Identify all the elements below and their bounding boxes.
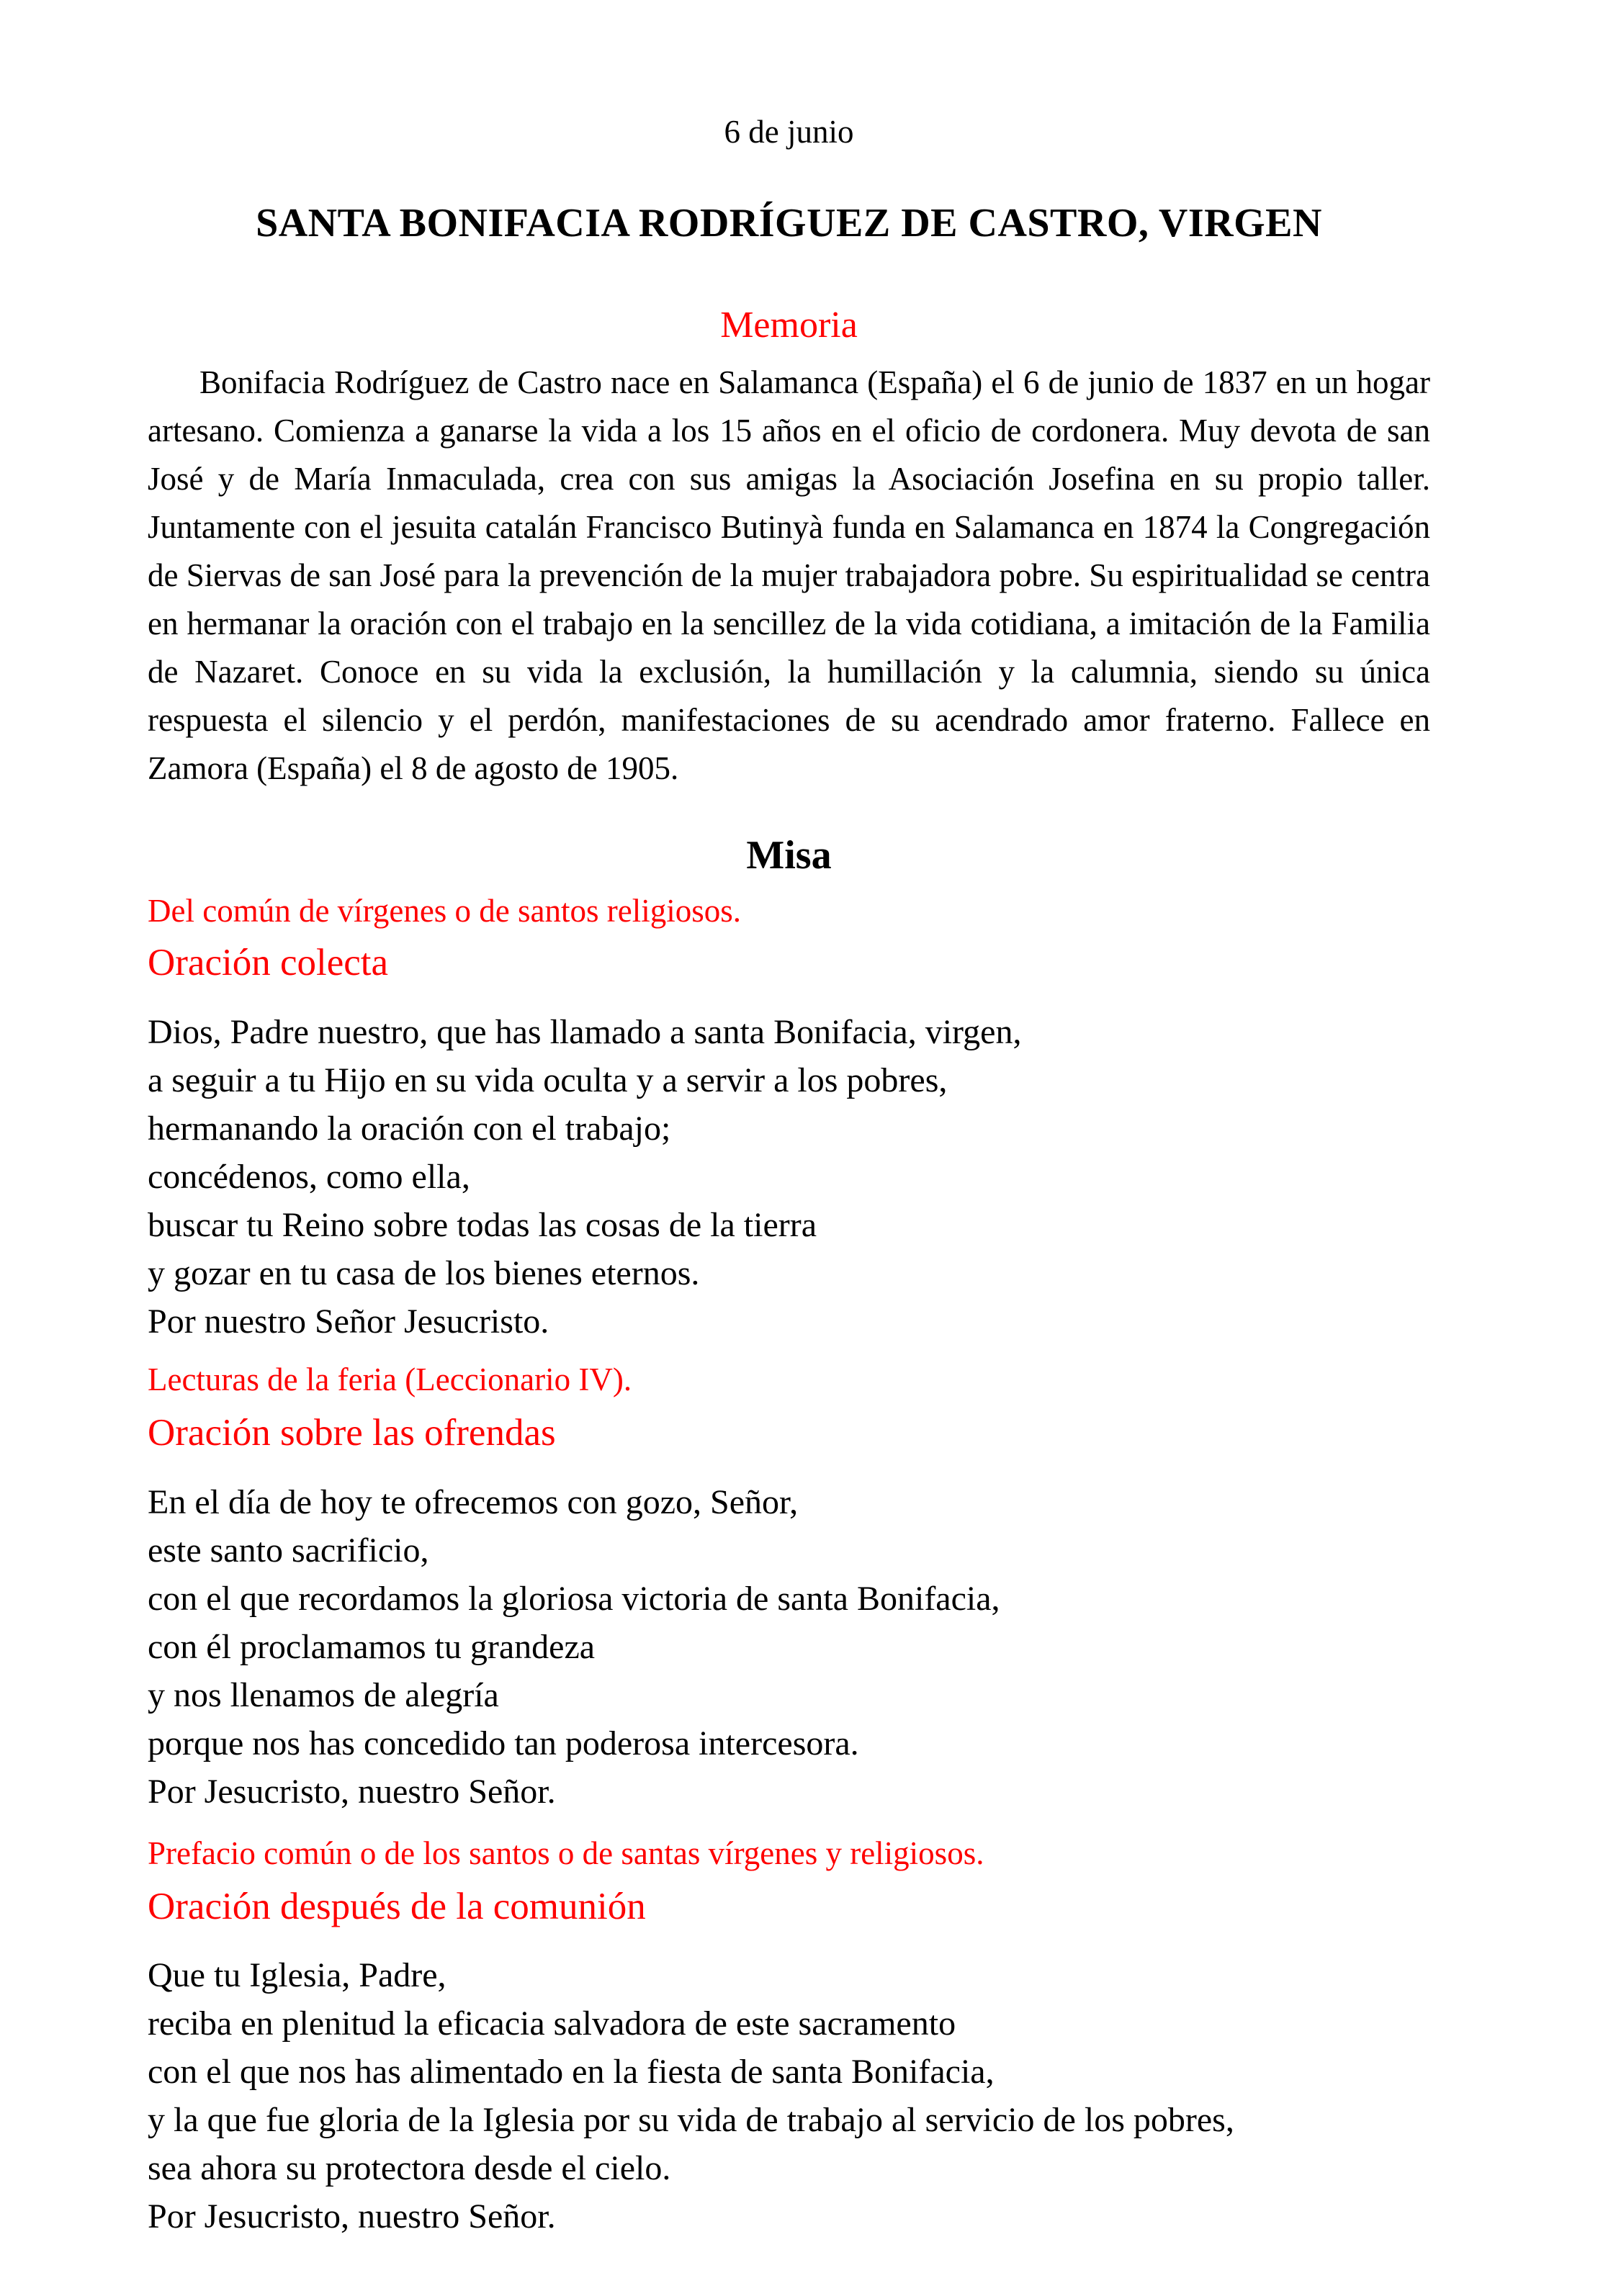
biography-paragraph: Bonifacia Rodríguez de Castro nace en Salamanca (España) el 6 de junio de 1837 en un hogar artesano. Comienza a ganarse la vida a los 15 años en el oficio de cordonera. Muy devota de san José y de María Inmaculada, crea con sus amigas la Asociación Josefina en su propio taller. Juntamente con el jesuita catalán Francisco Butinyà funda en Salamanca en 1874 la Congregación de Siervas de san José para la prevención de la mujer trabajadora pobre. Su espiritualidad se centra en hermanar la oración con el trabajo en la sencillez de la vida cotidiana, a imitación de la Familia de Nazaret. Conoce en su vida la exclusión, la humillación y la calumnia, siendo su única respuesta el silencio y el perdón, manifestaciones de su acendrado amor fraterno. Fallece en Zamora (España) el 8 de agosto de 1905. [148, 364, 1430, 786]
readings-rubric: Lecturas de la feria (Leccionario IV). [148, 1361, 632, 1397]
prayer-line: Por nuestro Señor Jesucristo. [148, 1302, 549, 1341]
collect-prayer [148, 1008, 1430, 1346]
mass-heading: Misa [746, 832, 832, 878]
prayer-line: sea ahora su protectora desde el cielo. [148, 2149, 671, 2188]
prayer-line: a seguir a tu Hijo en su vida oculta y a servir a los pobres, [148, 1061, 948, 1099]
prayer-line: Por Jesucristo, nuestro Señor. [148, 1772, 556, 1811]
offerings-prayer [148, 1478, 1430, 1816]
preface-rubric: Prefacio común o de los santos o de santas vírgenes y religiosos. [148, 1834, 984, 1871]
prayer-line: porque nos has concedido tan poderosa intercesora. [148, 1724, 859, 1762]
prayer-line: este santo sacrificio, [148, 1531, 429, 1570]
prayer-line: con el que recordamos la gloriosa victoria de santa Bonifacia, [148, 1579, 1000, 1618]
feast-rank: Memoria [720, 305, 858, 346]
prayer-line: Por Jesucristo, nuestro Señor. [148, 2197, 556, 2236]
prayer-line: con el que nos has alimentado en la fiesta de santa Bonifacia, [148, 2053, 995, 2092]
common-rubric: Del común de vírgenes o de santos religiosos. [148, 893, 742, 929]
prayer-line: y la que fue gloria de la Iglesia por su vida de trabajo al servicio de los pobres, [148, 2101, 1234, 2140]
collect-heading: Oración colecta [148, 942, 388, 984]
feast-title: SANTA BONIFACIA RODRÍGUEZ DE CASTRO, VIRGEN [256, 200, 1322, 246]
prayer-line: buscar tu Reino sobre todas las cosas de la tierra [148, 1205, 817, 1244]
prayer-line: con él proclamamos tu grandeza [148, 1627, 596, 1666]
prayer-line: concédenos, como ella, [148, 1157, 470, 1196]
offerings-heading: Oración sobre las ofrendas [148, 1411, 556, 1454]
postcommunion-heading: Oración después de la comunión [148, 1885, 646, 1927]
prayer-line: Que tu Iglesia, Padre, [148, 1956, 446, 1995]
prayer-line: En el día de hoy te ofrecemos con gozo, Señor, [148, 1482, 799, 1521]
prayer-line: hermanando la oración con el trabajo; [148, 1109, 671, 1148]
feast-date: 6 de junio [724, 114, 854, 150]
postcommunion-prayer [148, 1951, 1430, 2241]
prayer-line: y gozar en tu casa de los bienes eternos. [148, 1253, 700, 1292]
prayer-line: Dios, Padre nuestro, que has llamado a santa Bonifacia, virgen, [148, 1012, 1022, 1051]
prayer-line: y nos llenamos de alegría [148, 1675, 499, 1714]
prayer-line: reciba en plenitud la eficacia salvadora de este sacramento [148, 2004, 956, 2043]
